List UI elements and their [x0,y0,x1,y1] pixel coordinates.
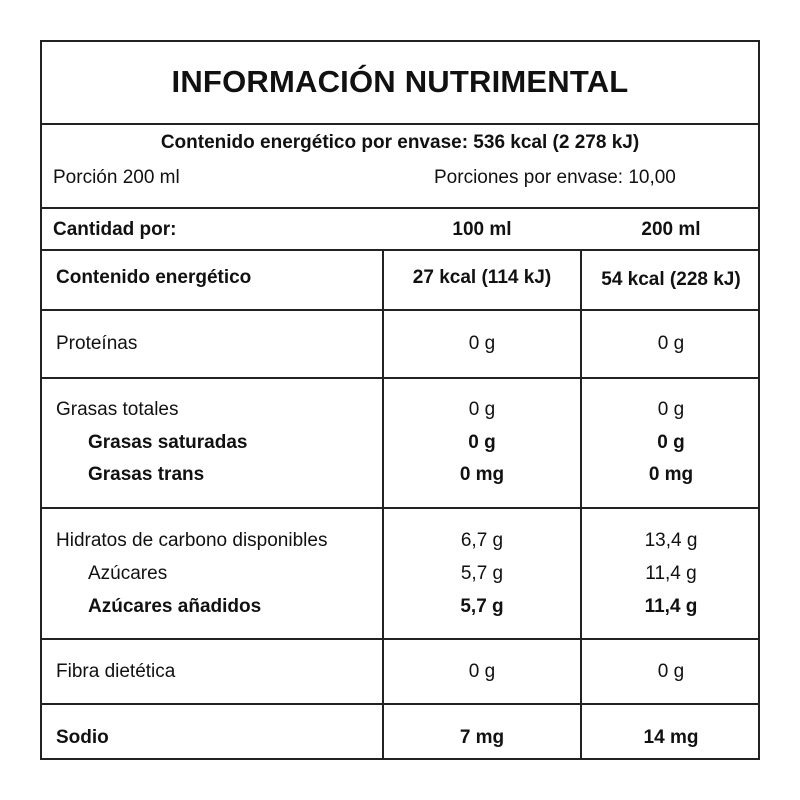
divider-energy [42,309,758,311]
sodium-100ml: 7 mg [459,727,505,748]
sugars-200ml: 11,4 g [645,563,697,584]
saturated-fat-200ml: 0 g [657,432,685,453]
energy-per-package: Contenido energético por envase: 536 kcal (2 278 kJ) [160,132,640,153]
header-label: Cantidad por: [53,219,177,240]
protein-label: Proteínas [56,333,138,354]
total-fat-100ml: 0 g [468,399,496,420]
header-col-100ml: 100 ml [452,219,512,240]
header-col-200ml: 200 ml [641,219,701,240]
panel-title: INFORMACIÓN NUTRIMENTAL [171,64,629,99]
divider-title [42,123,758,125]
fiber-100ml: 0 g [468,661,496,682]
protein-200ml: 0 g [657,333,685,354]
added-sugars-label: Azúcares añadidos [88,596,262,617]
trans-fat-label: Grasas trans [88,464,205,485]
energy-100ml: 27 kcal (114 kJ) [412,267,552,288]
added-sugars-200ml: 11,4 g [644,596,698,617]
divider-header [42,249,758,251]
carbs-100ml: 6,7 g [460,530,504,551]
saturated-fat-100ml: 0 g [468,432,496,453]
saturated-fat-label: Grasas saturadas [88,432,248,453]
fiber-label: Fibra dietética [56,661,176,682]
divider-fiber [42,703,758,705]
divider-carbs [42,638,758,640]
nutrition-facts-panel [40,40,760,760]
portions-per-package: Porciones por envase: 10,00 [434,167,676,188]
sodium-label: Sodio [56,727,109,748]
fiber-200ml: 0 g [657,661,685,682]
divider-fat [42,507,758,509]
energy-label: Contenido energético [56,267,252,288]
total-fat-label: Grasas totales [56,399,179,420]
divider-protein [42,377,758,379]
sodium-200ml: 14 mg [643,727,699,748]
carbs-200ml: 13,4 g [644,530,698,551]
total-fat-200ml: 0 g [657,399,685,420]
trans-fat-200ml: 0 mg [648,464,694,485]
carbs-label: Hidratos de carbono disponibles [56,530,328,551]
portion-size: Porción 200 ml [53,167,180,188]
energy-200ml: 54 kcal (228 kJ) [601,269,741,290]
added-sugars-100ml: 5,7 g [460,596,504,617]
protein-100ml: 0 g [468,333,496,354]
trans-fat-100ml: 0 mg [459,464,505,485]
sugars-label: Azúcares [88,563,168,584]
divider-serving [42,207,758,209]
sugars-100ml: 5,7 g [460,563,504,584]
